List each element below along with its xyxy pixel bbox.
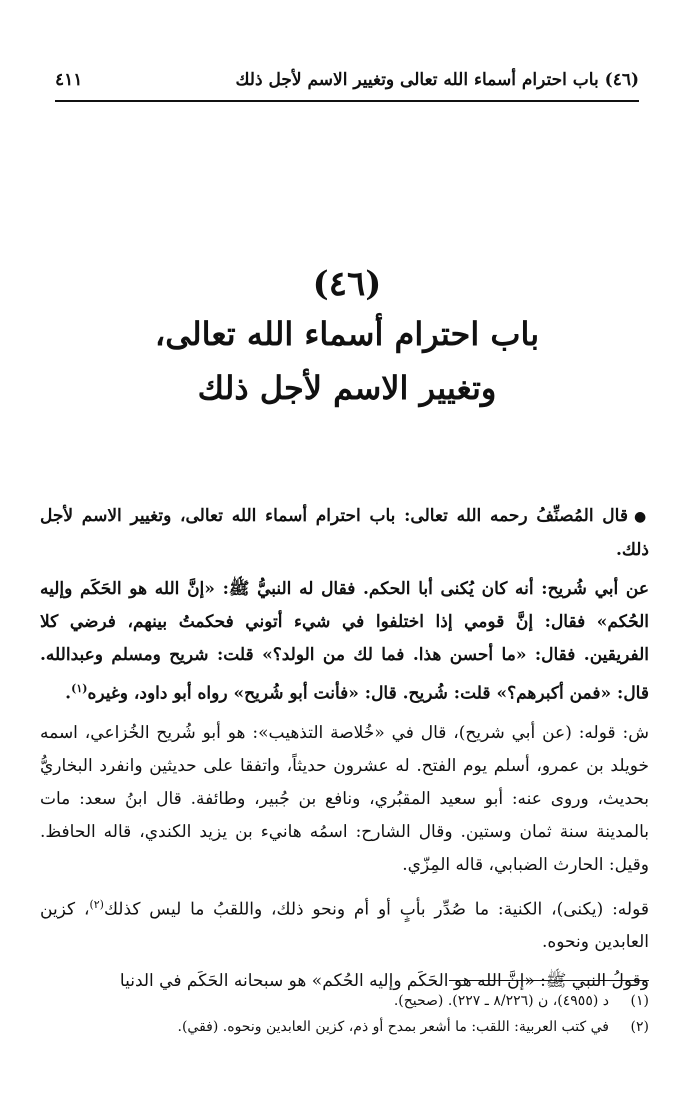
main-text	[40, 500, 649, 1004]
footnote	[40, 1014, 649, 1040]
footnotes	[40, 988, 649, 1040]
commentary-3-text: وقولُ النبي ﷺ: «إنَّ الله هو الحَكَم وإليه الحُكم» هو سبحانه الحَكَم في الدنيا	[119, 971, 649, 992]
page-number: ٤١١	[55, 70, 83, 90]
footnote-text: في كتب العربية: اللقب: ما أشعر بمدح أو ذم، كزين العابدين ونحوه. (فقي).	[177, 1019, 609, 1035]
hadith-text: عن أبي شُريح: أنه كان يُكنى أبا الحكم. فقال له النبيُّ ﷺ: «إنَّ الله هو الحَكَم وإليه الحُكم» فقال: إنَّ قومي إذا اختلفوا في شيء أتوني فحكمتُ بينهم، فرضي كلا الفريقين. فقال: «ما أحسن هذا. فما لك من الولد؟» قلت: شريح ومسلم وعبدالله. قال: «فمن أكبرهم؟» قلت: شُريح. قال: «فأنت أبو شُريح» رواه أبو داود، وغيره	[40, 579, 649, 704]
chapter-heading	[55, 262, 639, 414]
chapter-number: (٤٦)	[312, 264, 382, 304]
footnote	[40, 988, 649, 1014]
paragraph-hadith	[40, 573, 649, 711]
footnote-text: د (٤٩٥٥)، ن (٨/٢٢٦ ـ ٢٢٧). (صحيح).	[393, 993, 609, 1009]
paragraph-commentary-2	[40, 888, 649, 960]
running-head	[55, 62, 639, 98]
paragraph-intro	[40, 500, 649, 567]
footnote-ref-1: (١)	[71, 682, 88, 695]
footnote-number: (٢)	[630, 1019, 649, 1035]
chapter-title-line-2: وتغيير الاسم لأجل ذلك	[197, 369, 497, 407]
footnote-ref-2: (٢)	[89, 897, 104, 911]
running-head-title: (٤٦) باب احترام أسماء الله تعالى وتغيير الاسم لأجل ذلك	[235, 70, 639, 90]
chapter-title-line-1: باب احترام أسماء الله تعالى،	[154, 315, 540, 353]
bullet-icon: ●	[633, 509, 649, 525]
commentary-2-end: ، كزين العابدين ونحوه.	[40, 899, 649, 953]
intro-text: رحمه الله تعالى: باب احترام أسماء الله تعالى، وتغيير الاسم لأجل ذلك.	[40, 506, 649, 560]
commentary-2-text: قوله: (يكنى)، الكنية: ما صُدِّر بأبٍ أو أم ونحو ذلك، واللقبُ ما ليس كذلك	[103, 899, 649, 920]
commentary-1-text: ش: قوله: (عن أبي شريح)، قال في «خُلاصة التذهيب»: هو أبو شُريح الخُزاعي، اسمه خويلد بن عمرو، أسلم يوم الفتح. له عشرون حديثاً، واتفقا على حديثين وانفرد البخاريُّ بحديث، وروى عنه: أبو سعيد المقبُري، ونافع بن جُبير، وطائفة. قال ابنُ سعد: مات بالمدينة سنة ثمان وستين. وقال الشارح: اسمُه هانيء بن يزيد الكندي، قاله الحافظ. وقيل: الحارث الضبابي، قاله المِزّي.	[40, 722, 649, 875]
author-label: قال المُصنِّفُ	[536, 506, 628, 526]
footnote-number: (١)	[630, 993, 649, 1009]
hadith-end: .	[65, 683, 72, 704]
header-rule	[55, 100, 639, 102]
footnote-rule	[449, 980, 649, 981]
paragraph-commentary-1	[40, 717, 649, 882]
